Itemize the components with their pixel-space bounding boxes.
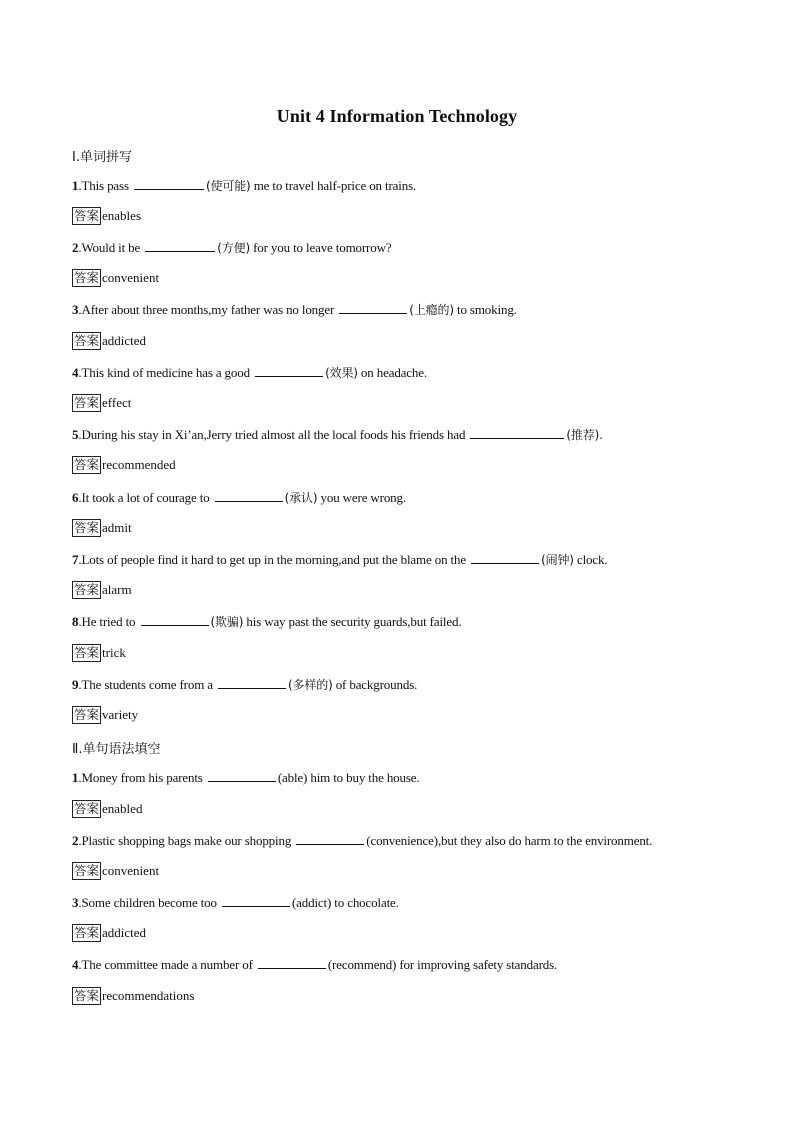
answer-blank[interactable] [339,301,407,314]
answer-1-1: 答案 enables [74,208,141,223]
answer-1-8: 答案 trick [74,645,126,660]
question-1-1: 1.This pass (使可能) me to travel half-price on trains. [72,178,417,193]
answer-tag: 答案 [74,333,100,348]
question-2-1: 1.Money from his parents (able) him to buy the house. [72,770,420,785]
answer-tag: 答案 [74,925,100,940]
question-1-9: 9.The students come from a (多样的) of backgrounds. [72,677,418,692]
question-2-4: 4.The committee made a number of (recommend) for improving safety standards. [72,957,558,972]
answer-tag: 答案 [74,520,100,535]
answer-tag: 答案 [74,801,100,816]
question-1-5: 5.During his stay in Xi’an,Jerry tried almost all the local foods his friends had (推荐). [72,427,603,442]
section-heading-1: Ⅰ.单词拼写 [72,150,132,165]
answer-1-6: 答案 admit [74,520,132,535]
answer-blank[interactable] [470,426,564,439]
answer-1-4: 答案 effect [74,395,132,410]
answer-1-5: 答案 recommended [74,457,176,472]
answer-tag: 答案 [74,707,100,722]
answer-blank[interactable] [471,551,539,564]
answer-blank[interactable] [141,613,209,626]
question-1-2: 2.Would it be (方便) for you to leave tomorrow? [72,240,392,255]
answer-blank[interactable] [296,832,364,845]
answer-tag: 答案 [74,395,100,410]
question-1-6: 6.It took a lot of courage to (承认) you were wrong. [72,490,406,505]
answer-1-3: 答案 addicted [74,333,147,348]
question-2-2: 2.Plastic shopping bags make our shopping (convenience),but they also do harm to the environment. [72,833,653,848]
answer-tag: 答案 [74,582,100,597]
answer-blank[interactable] [222,894,290,907]
question-2-3: 3.Some children become too (addict) to chocolate. [72,895,399,910]
answer-tag: 答案 [74,863,100,878]
answer-2-1: 答案 enabled [74,801,143,816]
answer-2-4: 答案 recommendations [74,988,195,1003]
answer-1-7: 答案 alarm [74,582,132,597]
answer-2-3: 答案 addicted [74,925,147,940]
answer-2-2: 答案 convenient [74,863,160,878]
question-1-7: 7.Lots of people find it hard to get up in the morning,and put the blame on the (闹钟) clock. [72,552,608,567]
section-heading-2: Ⅱ.单句语法填空 [72,742,161,757]
answer-blank[interactable] [215,489,283,502]
answer-blank[interactable] [145,239,215,252]
answer-1-2: 答案 convenient [74,270,160,285]
answer-blank[interactable] [218,676,286,689]
answer-blank[interactable] [258,956,326,969]
question-1-3: 3.After about three months,my father was no longer (上瘾的) to smoking. [72,302,517,317]
answer-blank[interactable] [255,364,323,377]
answer-tag: 答案 [74,645,100,660]
answer-1-9: 答案 variety [74,707,139,722]
answer-tag: 答案 [74,988,100,1003]
question-1-8: 8.He tried to (欺骗) his way past the security guards,but failed. [72,614,462,629]
page-title: Unit 4 Information Technology [276,106,518,126]
answer-blank[interactable] [134,177,204,190]
answer-tag: 答案 [74,270,100,285]
answer-tag: 答案 [74,208,100,223]
answer-blank[interactable] [208,769,276,782]
answer-tag: 答案 [74,457,100,472]
question-1-4: 4.This kind of medicine has a good (效果) on headache. [72,365,427,380]
